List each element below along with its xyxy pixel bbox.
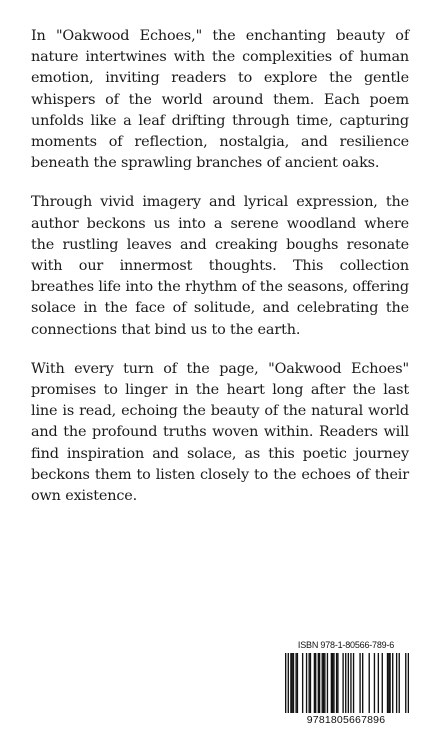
barcode-bar [353, 653, 354, 713]
blurb-paragraph-1: In "Oakwood Echoes," the enchanting beauty of nature intertwines with the complexities of human emotion, inviting readers to explore the gentle whispers of the world around them. Each poem unfolds like a leaf drifting through time, capturing moments of reflection, nostalgia, and resilience beneath the sprawling branches of ancient oaks. [31, 28, 409, 172]
barcode-bar [288, 653, 289, 713]
barcode-bar [310, 653, 311, 713]
barcode-bar [337, 653, 338, 713]
barcode-bar [396, 653, 397, 713]
barcode-bar [408, 653, 409, 713]
barcode-bar [306, 653, 307, 713]
barcode-bar [292, 653, 293, 713]
barcode-bar [399, 653, 400, 713]
barcode-bar [318, 653, 319, 713]
barcode-bar [359, 653, 360, 713]
barcode-bar [345, 653, 346, 713]
barcode-bar [290, 653, 291, 713]
barcode-bar [389, 653, 390, 713]
barcode-bar [382, 653, 383, 713]
barcode-bar [322, 653, 323, 713]
isbn-barcode-block [279, 640, 413, 732]
barcode-bar [319, 653, 320, 713]
barcode-bar [315, 653, 316, 713]
barcode-bar [333, 653, 334, 713]
barcode-bars [285, 653, 409, 713]
barcode-bar [369, 653, 370, 713]
barcode-bar [378, 653, 379, 713]
barcode-bar [342, 653, 343, 713]
barcode-bar [332, 653, 333, 713]
barcode-bar [314, 653, 315, 713]
barcode-bar [324, 653, 325, 713]
blurb-paragraph-2: Through vivid imagery and lyrical expression, the author beckons us into a serene woodland where the rustling leaves and creaking boughs resonate with our innermost thoughts. This collection breathes life into the rhythm of the seasons, offering solace in the face of solitude, and celebrating the connections that bind us to the earth. [31, 194, 409, 338]
barcode-bar [323, 653, 324, 713]
barcode-bar [374, 653, 375, 713]
barcode-bar [405, 653, 406, 713]
barcode-bar [285, 653, 286, 713]
barcode-bar [362, 653, 363, 713]
barcode-bar [336, 653, 337, 713]
barcode-bar [308, 653, 309, 713]
barcode-digits: 9781805667896 [306, 714, 386, 726]
barcode-bar [387, 653, 388, 713]
barcode-bar [295, 653, 296, 713]
barcode-bar [302, 653, 303, 713]
barcode-bar [331, 653, 332, 713]
barcode-bar [297, 653, 298, 713]
barcode-bar [327, 653, 328, 713]
barcode-bar [388, 653, 389, 713]
barcode-bar [348, 653, 349, 713]
isbn-label: ISBN 978-1-80566-789-6 [297, 640, 395, 650]
barcode-bar [392, 653, 393, 713]
back-cover-blurb [31, 26, 409, 525]
barcode-bar [293, 653, 294, 713]
blurb-paragraph-3: With every turn of the page, "Oakwood Echoes" promises to linger in the heart long after the last line is read, echoing the beauty of the natural world and the profound truths woven within. Readers will find inspiration and solace, as this poetic journey beckons them to listen closely to the echoes of their own existence. [31, 360, 409, 505]
barcode-bar [350, 653, 351, 713]
